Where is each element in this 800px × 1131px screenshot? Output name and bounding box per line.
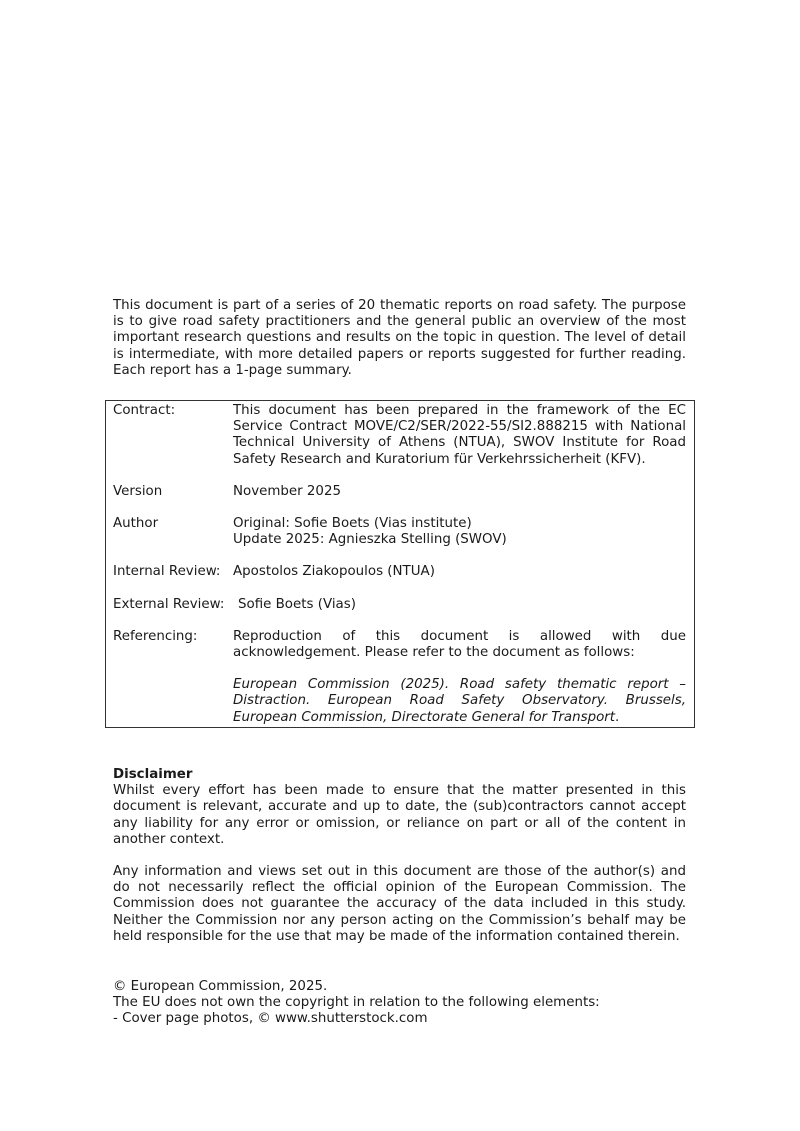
referencing-value [233, 613, 695, 728]
referencing-row [106, 613, 695, 728]
version-value: November 2025 [233, 483, 341, 499]
copyright-line-3: - Cover page photos, © www.shutterstock.com [113, 1011, 428, 1027]
citation-end: . [615, 709, 620, 725]
citation-text: European Commission (2025). Road safety thematic report – Distraction. European Road Safety Observatory. Brussels, European Commission, Directorate General for Transport [233, 677, 686, 725]
external-review-row [106, 581, 695, 613]
copyright-section [113, 979, 713, 1028]
copyright-line-2: The EU does not own the copyright in relation to the following elements: [113, 995, 600, 1011]
internal-review-value: Apostolos Ziakopoulos (NTUA) [233, 564, 435, 580]
author-row [106, 500, 695, 548]
author-label: Author [113, 516, 159, 532]
external-review-label: External Review: [113, 596, 225, 612]
author-value [233, 500, 695, 548]
external-review-value: Sofie Boets (Vias) [238, 596, 356, 612]
document-info-table [105, 400, 695, 728]
contract-value: This document has been prepared in the framework of the EC Service Contract MOVE/C2/SER/2022-55/SI2.888215 with National Technical University of Athens (NTUA), SWOV Institute for Road Safety Research and Kuratorium für Verkehrssicherheit (KFV). [233, 403, 686, 467]
disclaimer-paragraph-1: Whilst every effort has been made to ensure that the matter presented in this document is relevant, accurate and up to date, the (sub)contractors cannot accept any liability for any error or omission, or reliance on part or all of the content in another context. [113, 783, 686, 847]
disclaimer-heading: Disclaimer [113, 767, 193, 782]
referencing-citation [233, 677, 686, 726]
contract-row [106, 401, 695, 468]
copyright-line-1: © European Commission, 2025. [113, 979, 328, 994]
disclaimer-paragraph-2: Any information and views set out in this document are those of the author(s) and do not necessarily reflect the official opinion of the European Commission. The Commission does not guarantee the accuracy of the data included in this study. Neither the Commission nor any person acting on the Commission’s behalf may be held responsible for the use that may be made of the information contained therein. [113, 864, 686, 944]
internal-review-row [106, 548, 695, 580]
disclaimer-section [113, 767, 686, 945]
version-label: Version [113, 483, 163, 499]
author-update: Update 2025: Agnieszka Stelling (SWOV) [233, 532, 507, 548]
author-original: Original: Sofie Boets (Vias institute) [233, 516, 472, 532]
version-row [106, 468, 695, 500]
external-review-cell [233, 581, 695, 613]
intro-paragraph: This document is part of a series of 20 thematic reports on road safety. The purpose is to give road safety practitioners and the general public an overview of the most important research questions and results on the topic in question. The level of detail is intermediate, with more detailed papers or reports suggested for further reading. Each report has a 1-page summary. [113, 298, 686, 378]
contract-label: Contract: [113, 403, 176, 418]
referencing-text: Reproduction of this document is allowed with due acknowledgement. Please refer to the document as follows: [233, 628, 686, 661]
internal-review-label: Internal Review: [113, 564, 221, 580]
referencing-label: Referencing: [113, 628, 198, 644]
